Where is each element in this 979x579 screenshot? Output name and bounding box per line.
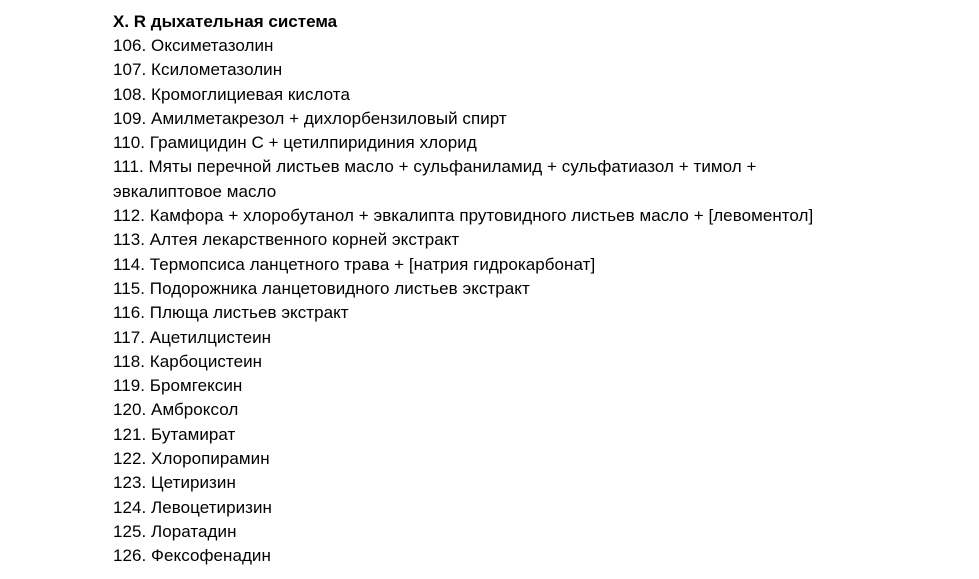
list-item: 110. Грамицидин С + цетилпиридиния хлорид — [113, 133, 477, 153]
list-item-continuation: эвкалиптовое масло — [113, 181, 277, 201]
list-item: 113. Алтея лекарственного корней экстракт — [113, 230, 460, 250]
list-item: 121. Бутамират — [113, 424, 236, 444]
drug-list — [113, 34, 963, 569]
list-item: 120. Амброксол — [113, 400, 239, 420]
list-item: 118. Карбоцистеин — [113, 351, 263, 371]
list-item: 114. Термопсиса ланцетного трава + [натрия гидрокарбонат] — [113, 254, 596, 274]
list-item: 122. Хлоропирамин — [113, 449, 270, 469]
list-item: 115. Подорожника ланцетовидного листьев экстракт — [113, 278, 530, 298]
list-item: 117. Ацетилцистеин — [113, 327, 272, 347]
list-item: 111. Мяты перечной листьев масло + сульфаниламид + сульфатиазол + тимол + — [113, 157, 757, 177]
list-item: 124. Левоцетиризин — [113, 497, 272, 517]
section-heading: X. R дыхательная система — [113, 12, 338, 31]
list-item: 108. Кромоглициевая кислота — [113, 84, 350, 104]
list-item: 119. Бромгексин — [113, 376, 243, 396]
list-item: 125. Лоратадин — [113, 521, 237, 541]
list-item: 123. Цетиризин — [113, 473, 236, 493]
list-item: 116. Плюща листьев экстракт — [113, 303, 349, 323]
list-item: 109. Амилметакрезол + дихлорбензиловый спирт — [113, 108, 507, 128]
list-item: 126. Фексофенадин — [113, 546, 271, 566]
list-item: 112. Камфора + хлоробутанол + эвкалипта прутовидного листьев масло + [левоментол] — [113, 206, 814, 226]
list-item: 106. Оксиметазолин — [113, 36, 274, 55]
list-item: 107. Ксилометазолин — [113, 60, 283, 80]
document — [113, 10, 963, 569]
